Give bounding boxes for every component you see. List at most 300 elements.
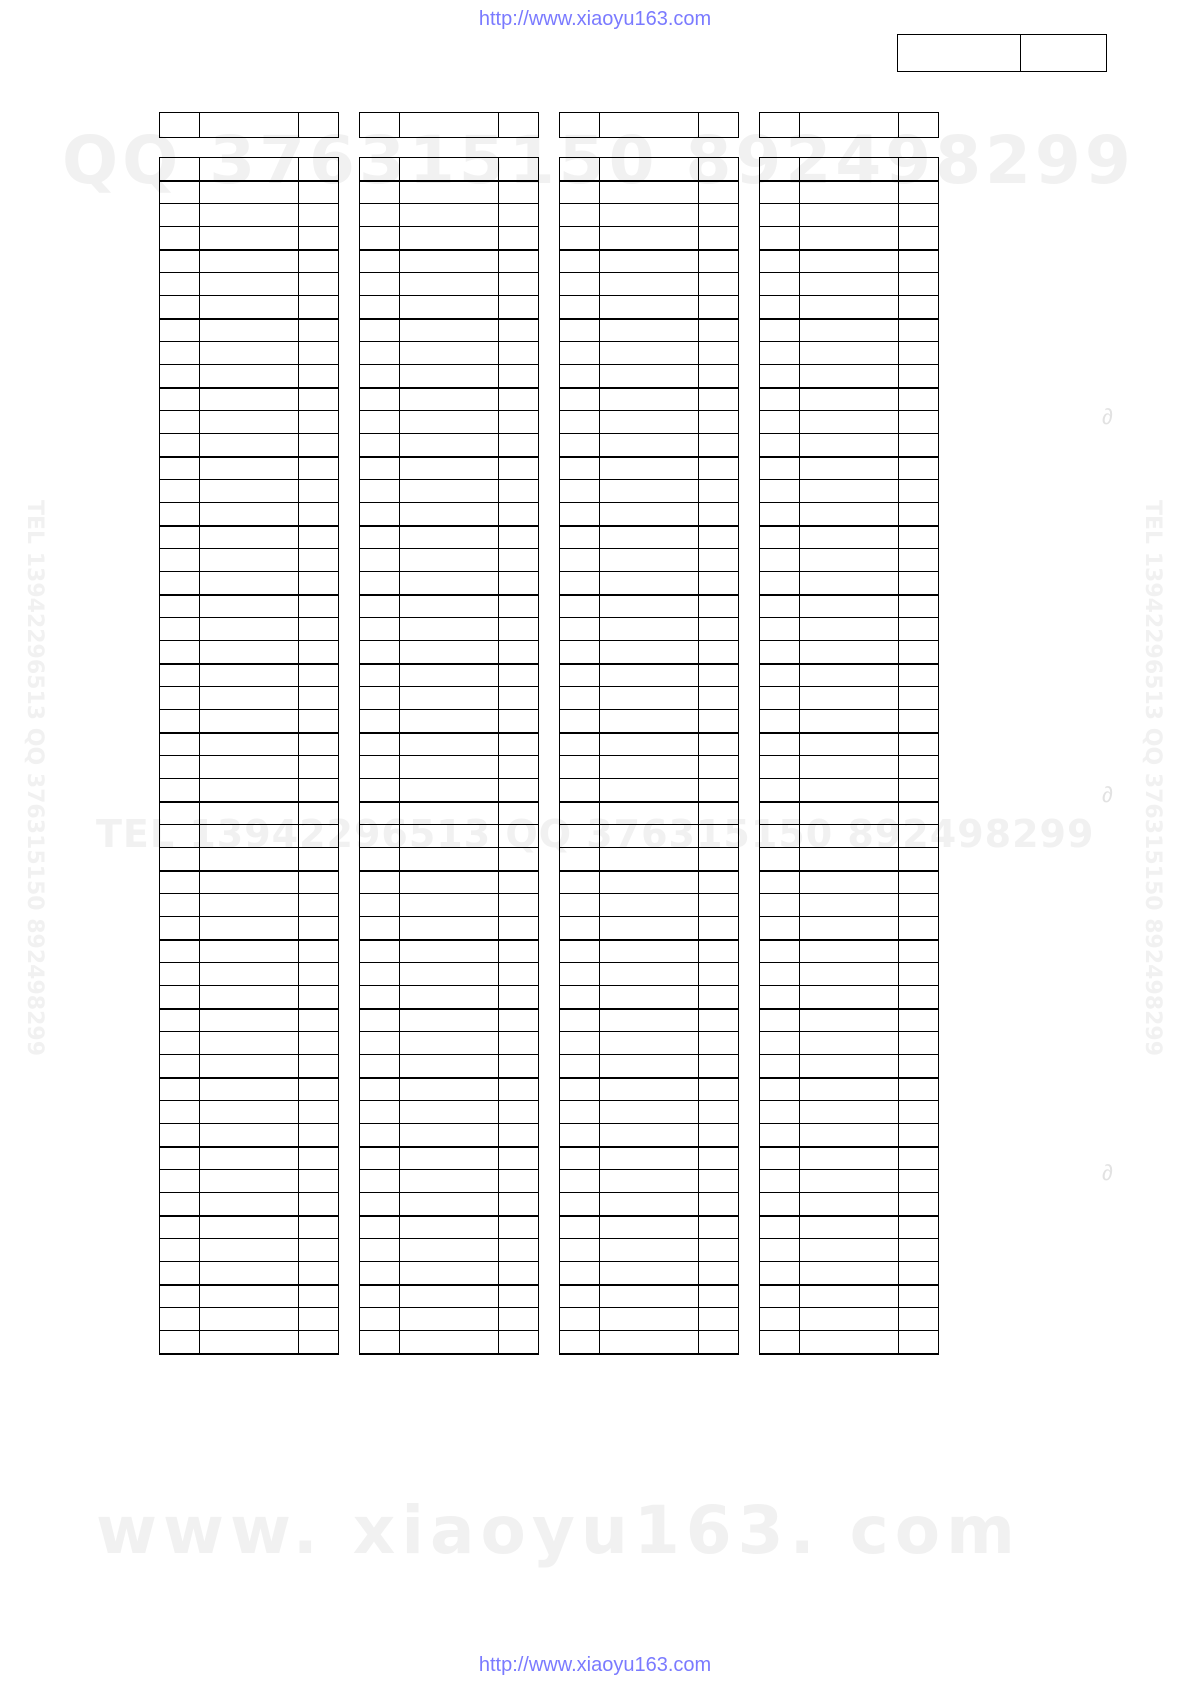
table-cell: [699, 434, 739, 457]
table-row: [360, 1055, 539, 1078]
table-cell: [299, 296, 339, 319]
table-cell: [560, 664, 600, 687]
table-row: [760, 526, 939, 549]
table-cell: [160, 1055, 200, 1078]
table-cell: [560, 411, 600, 434]
table-cell: [760, 250, 800, 273]
table-cell: [299, 618, 339, 641]
header-url[interactable]: http://www.xiaoyu163.com: [478, 8, 712, 30]
table-cell: [200, 1308, 299, 1331]
table-cell: [360, 181, 400, 204]
table-cell: [360, 779, 400, 802]
table-row: [360, 1262, 539, 1285]
table-header-row: [360, 113, 539, 138]
table-row: [760, 641, 939, 664]
table-row: [160, 710, 339, 733]
table-row: [560, 1216, 739, 1239]
table-cell: [499, 227, 539, 250]
table-cell: [200, 940, 299, 963]
table-cell: [899, 227, 939, 250]
table-cell: [699, 687, 739, 710]
table-cell: [560, 618, 600, 641]
table-cell: [699, 457, 739, 480]
table-row: [560, 526, 739, 549]
table-cell: [899, 986, 939, 1009]
table-row: [560, 664, 739, 687]
table-cell: [400, 526, 499, 549]
table-cell: [760, 986, 800, 1009]
table-cell: [200, 365, 299, 388]
table-row: [760, 342, 939, 365]
table-row: [360, 1239, 539, 1262]
table-cell: [400, 1308, 499, 1331]
table-cell: [760, 618, 800, 641]
table-cell: [299, 273, 339, 296]
table-cell: [760, 1239, 800, 1262]
table-cell: [200, 1101, 299, 1124]
table-row: [760, 710, 939, 733]
table-cell: [800, 1009, 899, 1032]
table-cell: [760, 756, 800, 779]
table-cell: [760, 480, 800, 503]
table-cell: [800, 434, 899, 457]
table-cell: [360, 1262, 400, 1285]
table-row: [560, 549, 739, 572]
table-row: [160, 756, 339, 779]
table-cell: [299, 1055, 339, 1078]
table-cell: [800, 894, 899, 917]
table-cell: [360, 1331, 400, 1354]
table-cell: [600, 733, 699, 756]
table-cell: [600, 1285, 699, 1308]
table-row: [560, 434, 739, 457]
table-cell: [760, 1193, 800, 1216]
table-row: [560, 319, 739, 342]
table-cell: [560, 503, 600, 526]
table-cell: [499, 848, 539, 871]
table-cell: [560, 1331, 600, 1354]
table-cell: [560, 641, 600, 664]
table-row: [560, 1193, 739, 1216]
table-cell: [560, 388, 600, 411]
table-cell: [499, 273, 539, 296]
table-cell: [899, 526, 939, 549]
table-cell: [160, 779, 200, 802]
table-cell: [360, 802, 400, 825]
table-row: [760, 411, 939, 434]
table-row: [160, 503, 339, 526]
table-cell: [699, 756, 739, 779]
table-cell: [699, 273, 739, 296]
table-cell: [160, 1331, 200, 1354]
table-cell: [400, 1285, 499, 1308]
table-cell: [360, 963, 400, 986]
table-cell: [499, 158, 539, 181]
table-row: [160, 1078, 339, 1101]
table-cell: [400, 1331, 499, 1354]
table-row: [160, 917, 339, 940]
table-cell: [360, 342, 400, 365]
table-cell: [560, 480, 600, 503]
table-cell: [299, 1331, 339, 1354]
table-cell: [200, 526, 299, 549]
table-row: [560, 825, 739, 848]
table-row: [160, 940, 339, 963]
table-cell: [400, 250, 499, 273]
table-cell: [299, 1239, 339, 1262]
table-cell: [560, 1193, 600, 1216]
table-row: [360, 756, 539, 779]
table-cell: [899, 342, 939, 365]
table-cell: [360, 756, 400, 779]
table-row: [360, 388, 539, 411]
table-row: [360, 549, 539, 572]
table-cell: [699, 986, 739, 1009]
table-cell: [899, 756, 939, 779]
table-row: [760, 158, 939, 181]
table-row: [160, 1262, 339, 1285]
table-gap: [560, 138, 739, 158]
table-cell: [560, 319, 600, 342]
table-cell: [499, 319, 539, 342]
table-cell: [200, 641, 299, 664]
table-row: [360, 1170, 539, 1193]
table-cell: [800, 1101, 899, 1124]
table-cell: [560, 227, 600, 250]
table-cell: [699, 227, 739, 250]
table-cell: [499, 204, 539, 227]
table-row: [160, 618, 339, 641]
table-cell: [560, 342, 600, 365]
table-cell: [299, 664, 339, 687]
table-cell: [560, 1032, 600, 1055]
table-cell: [499, 1009, 539, 1032]
table-cell: [400, 779, 499, 802]
table-row: [560, 273, 739, 296]
parts-table-3: [559, 112, 739, 1355]
table-row: [360, 779, 539, 802]
table-cell: [200, 1331, 299, 1354]
table-cell: [600, 595, 699, 618]
table-cell: [400, 1147, 499, 1170]
table-cell: [299, 572, 339, 595]
table-header-row: [760, 113, 939, 138]
table-row: [560, 595, 739, 618]
table-cell: [200, 986, 299, 1009]
table-row: [160, 1170, 339, 1193]
table-cell: [400, 848, 499, 871]
table-cell: [200, 1009, 299, 1032]
table-cell: [600, 618, 699, 641]
table-cell: [699, 894, 739, 917]
table-cell: [160, 503, 200, 526]
table-cell: [699, 664, 739, 687]
table-cell: [360, 204, 400, 227]
table-cell: [200, 549, 299, 572]
table-cell: [699, 1032, 739, 1055]
table-row: [760, 779, 939, 802]
table-row: [160, 1009, 339, 1032]
watermark-site: www. xiaoyu163. com: [96, 1492, 1021, 1569]
table-cell: [499, 1331, 539, 1354]
table-cell: [800, 825, 899, 848]
table-cell: [499, 434, 539, 457]
table-row: [360, 319, 539, 342]
table-cell: [800, 871, 899, 894]
table-cell: [160, 664, 200, 687]
table-cell: [899, 733, 939, 756]
table-row: [760, 1101, 939, 1124]
table-cell: [400, 1124, 499, 1147]
table-cell: [600, 388, 699, 411]
table-cell: [600, 940, 699, 963]
table-cell: [800, 779, 899, 802]
table-cell: [299, 825, 339, 848]
table-cell: [400, 871, 499, 894]
header-cell: [760, 113, 800, 138]
table-cell: [400, 664, 499, 687]
table-cell: [899, 664, 939, 687]
table-cell: [600, 779, 699, 802]
table-row: [360, 503, 539, 526]
gap-cell: [560, 138, 739, 158]
table-cell: [499, 457, 539, 480]
table-row: [360, 641, 539, 664]
table-row: [360, 986, 539, 1009]
table-cell: [400, 1262, 499, 1285]
table-row: [160, 296, 339, 319]
gap-cell: [160, 138, 339, 158]
table-cell: [560, 457, 600, 480]
table-cell: [699, 1055, 739, 1078]
table-row: [160, 273, 339, 296]
table-cell: [560, 1285, 600, 1308]
table-row: [560, 227, 739, 250]
table-cell: [560, 986, 600, 1009]
table-row: [560, 1331, 739, 1354]
table-row: [760, 227, 939, 250]
table-cell: [400, 365, 499, 388]
table-cell: [200, 503, 299, 526]
table-cell: [899, 1239, 939, 1262]
table-row: [360, 204, 539, 227]
page-box-label-cell: [898, 35, 1021, 71]
table-row: [560, 986, 739, 1009]
table-cell: [800, 572, 899, 595]
table-cell: [299, 871, 339, 894]
table-row: [360, 963, 539, 986]
table-cell: [499, 641, 539, 664]
table-cell: [600, 641, 699, 664]
table-cell: [699, 250, 739, 273]
table-cell: [699, 1078, 739, 1101]
table-cell: [899, 940, 939, 963]
table-cell: [160, 319, 200, 342]
table-cell: [299, 411, 339, 434]
table-cell: [800, 1216, 899, 1239]
table-row: [160, 250, 339, 273]
table-cell: [499, 802, 539, 825]
table-cell: [760, 595, 800, 618]
table-row: [560, 457, 739, 480]
table-cell: [600, 710, 699, 733]
table-cell: [560, 273, 600, 296]
table-cell: [360, 503, 400, 526]
table-row: [760, 802, 939, 825]
header-cell: [400, 113, 499, 138]
table-cell: [360, 1032, 400, 1055]
table-cell: [560, 1009, 600, 1032]
table-cell: [899, 595, 939, 618]
table-row: [560, 940, 739, 963]
table-row: [360, 825, 539, 848]
table-cell: [360, 158, 400, 181]
table-row: [360, 940, 539, 963]
table-cell: [299, 434, 339, 457]
table-cell: [899, 802, 939, 825]
table-cell: [160, 457, 200, 480]
table-cell: [400, 457, 499, 480]
table-row: [160, 388, 339, 411]
table-cell: [400, 687, 499, 710]
table-cell: [899, 1078, 939, 1101]
table-cell: [699, 1101, 739, 1124]
table-cell: [299, 917, 339, 940]
table-cell: [760, 733, 800, 756]
table-cell: [760, 503, 800, 526]
table-cell: [160, 1032, 200, 1055]
footer-url[interactable]: http://www.xiaoyu163.com: [478, 1654, 712, 1676]
table-cell: [600, 917, 699, 940]
table-gap: [160, 138, 339, 158]
table-cell: [299, 710, 339, 733]
table-row: [360, 1285, 539, 1308]
table-cell: [400, 825, 499, 848]
table-cell: [699, 1308, 739, 1331]
table-cell: [400, 756, 499, 779]
table-row: [360, 848, 539, 871]
table-cell: [499, 687, 539, 710]
table-row: [360, 227, 539, 250]
table-cell: [400, 641, 499, 664]
table-cell: [800, 388, 899, 411]
table-cell: [699, 1331, 739, 1354]
table-cell: [699, 411, 739, 434]
table-cell: [360, 296, 400, 319]
table-cell: [600, 158, 699, 181]
scan-mark: ∂: [1102, 1160, 1113, 1185]
table-row: [560, 756, 739, 779]
table-cell: [800, 411, 899, 434]
table-cell: [699, 641, 739, 664]
table-cell: [800, 549, 899, 572]
table-header-row: [560, 113, 739, 138]
table-cell: [499, 1124, 539, 1147]
watermark-tel: TEL 13942296513 QQ 376315150 892498299: [96, 812, 1095, 856]
table-cell: [560, 1262, 600, 1285]
table-cell: [600, 963, 699, 986]
table-cell: [600, 273, 699, 296]
table-cell: [600, 1170, 699, 1193]
table-cell: [600, 1078, 699, 1101]
table-cell: [499, 181, 539, 204]
table-row: [160, 894, 339, 917]
table-cell: [560, 848, 600, 871]
table-row: [160, 457, 339, 480]
table-cell: [699, 342, 739, 365]
table-cell: [699, 1009, 739, 1032]
table-row: [160, 595, 339, 618]
table-row: [360, 1193, 539, 1216]
table-cell: [400, 319, 499, 342]
table-row: [360, 526, 539, 549]
table-cell: [800, 365, 899, 388]
table-cell: [560, 963, 600, 986]
table-cell: [560, 1147, 600, 1170]
table-cell: [560, 526, 600, 549]
table-cell: [600, 434, 699, 457]
header-cell: [800, 113, 899, 138]
table-cell: [800, 618, 899, 641]
table-cell: [200, 848, 299, 871]
table-cell: [600, 687, 699, 710]
table-cell: [400, 549, 499, 572]
table-cell: [699, 319, 739, 342]
table-cell: [299, 158, 339, 181]
table-row: [560, 779, 739, 802]
table-cell: [899, 204, 939, 227]
table-cell: [160, 526, 200, 549]
table-cell: [899, 273, 939, 296]
table-row: [560, 365, 739, 388]
table-row: [760, 894, 939, 917]
scan-mark: ∂: [1102, 782, 1113, 807]
table-cell: [200, 894, 299, 917]
table-row: [560, 503, 739, 526]
table-cell: [200, 1170, 299, 1193]
table-cell: [360, 250, 400, 273]
page-box-value-cell: [1021, 35, 1106, 71]
table-row: [560, 1055, 739, 1078]
table-cell: [299, 1124, 339, 1147]
table-row: [760, 871, 939, 894]
table-cell: [760, 963, 800, 986]
table-cell: [299, 687, 339, 710]
table-cell: [800, 1055, 899, 1078]
table-cell: [560, 204, 600, 227]
header-cell: [360, 113, 400, 138]
table-row: [160, 1331, 339, 1354]
header-cell: [560, 113, 600, 138]
table-row: [160, 1055, 339, 1078]
table-cell: [299, 365, 339, 388]
table-cell: [200, 250, 299, 273]
table-cell: [899, 1101, 939, 1124]
table-cell: [160, 940, 200, 963]
table-cell: [160, 710, 200, 733]
table-cell: [299, 1009, 339, 1032]
table-row: [360, 296, 539, 319]
table-cell: [400, 434, 499, 457]
table-cell: [760, 779, 800, 802]
table-cell: [299, 1032, 339, 1055]
table-row: [360, 595, 539, 618]
table-cell: [760, 1308, 800, 1331]
table-cell: [560, 894, 600, 917]
table-cell: [499, 503, 539, 526]
table-cell: [800, 595, 899, 618]
table-cell: [200, 411, 299, 434]
